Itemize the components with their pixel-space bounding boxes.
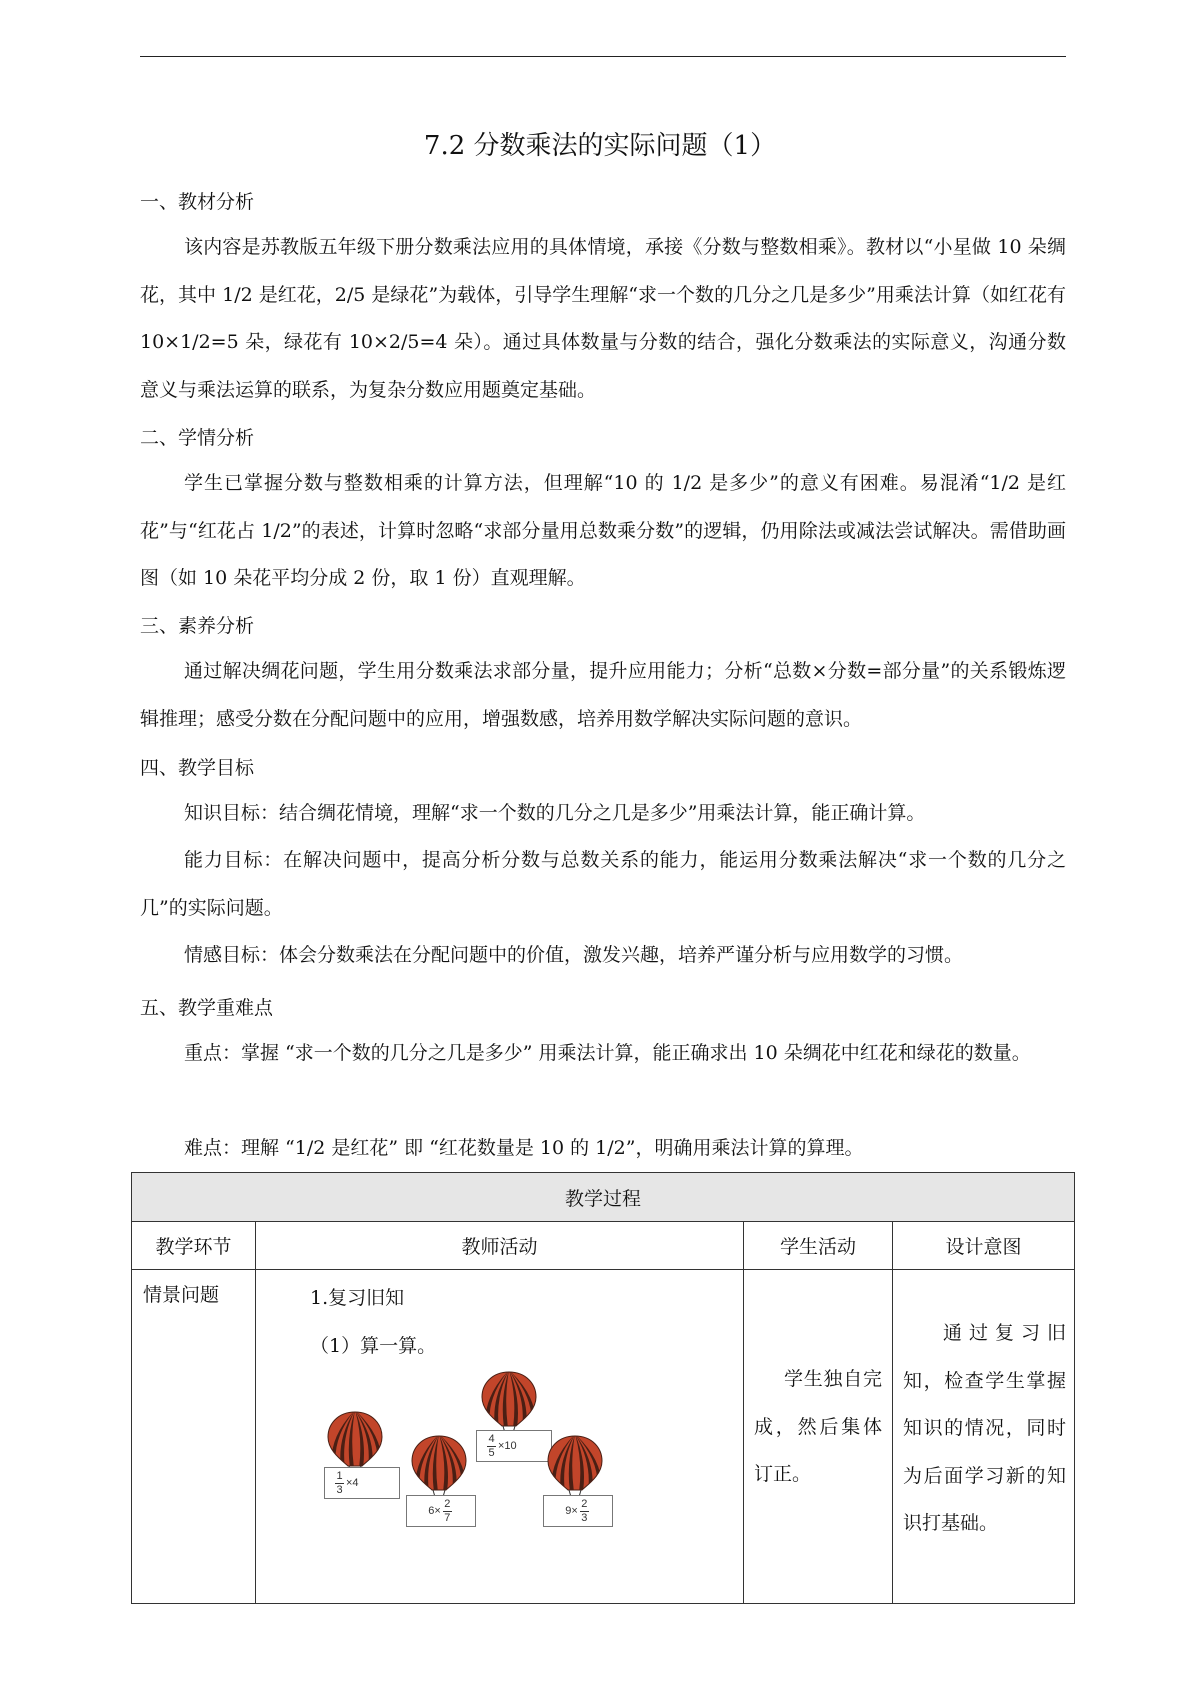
goal-ability: 能力目标：在解决问题中，提高分析分数与总数关系的能力，能运用分数乘法解决“求一个数的几分之几”的实际问题。 xyxy=(140,849,1066,919)
column-header-student: 学生活动 xyxy=(744,1222,893,1270)
section-heading-4: 四、教学目标 xyxy=(140,757,255,779)
expression-card xyxy=(543,1495,613,1527)
section-1-paragraph: 该内容是苏教版五年级下册分数乘法应用的具体情境，承接《分数与整数相乘》。教材以“小星做 10 朵绸花，其中 1/2 是红花，2/5 是绿花”为载体，引导学生理解“求一个数的几分之几是多少”用乘法计算（如红花有 10×1/2=5 朵，绿花有 10×2/5=4 朵）。通过具体数量与分数的结合，强化分数乘法的实际意义，沟通分数意义与乘法运算的联系，为复杂分数应用题奠定基础。 xyxy=(140,236,1066,401)
header-rule xyxy=(140,56,1066,57)
expression-card xyxy=(476,1430,552,1462)
design-intent-cell: 通过复习旧知，检查学生掌握知识的情况，同时为后面学习新的知识打基础。 xyxy=(893,1270,1075,1604)
denominator: 3 xyxy=(581,1511,588,1524)
section-heading-3: 三、素养分析 xyxy=(140,615,255,637)
fraction xyxy=(335,1471,344,1496)
column-header-teacher: 教师活动 xyxy=(256,1222,744,1270)
page-title: 7.2 分数乘法的实际问题（1） xyxy=(423,131,777,161)
section-heading-2: 二、学情分析 xyxy=(140,427,255,449)
expression-prefix: 6× xyxy=(428,1505,441,1517)
column-header-design: 设计意图 xyxy=(893,1222,1075,1270)
goal-knowledge: 知识目标：结合绸花情境，理解“求一个数的几分之几是多少”用乘法计算，能正确计算。 xyxy=(184,802,926,824)
column-header-phase: 教学环节 xyxy=(132,1222,256,1270)
section-3-paragraph: 通过解决绸花问题，学生用分数乘法求部分量，提升应用能力；分析“总数×分数=部分量”的关系锻炼逻辑推理；感受分数在分配问题中的应用，增强数感，培养用数学解决实际问题的意识。 xyxy=(140,660,1066,730)
key-point: 重点：掌握 “求一个数的几分之几是多少” 用乘法计算，能正确求出 10 朵绸花中红花和绿花的数量。 xyxy=(184,1042,1031,1064)
expression-prefix: 9× xyxy=(565,1505,578,1517)
fraction xyxy=(443,1499,452,1524)
table-caption: 教学过程 xyxy=(132,1173,1075,1222)
teacher-activity-cell xyxy=(256,1270,744,1604)
numerator: 2 xyxy=(581,1497,588,1510)
section-2-paragraph: 学生已掌握分数与整数相乘的计算方法，但理解“10 的 1/2 是多少”的意义有困难。易混淆“1/2 是红花”与“红花占 1/2”的表述，计算时忽略“求部分量用总数乘分数”的逻辑，仍用除法或减法尝试解决。需借助画图（如 10 朵花平均分成 2 份，取 1 份）直观理解。 xyxy=(140,472,1066,589)
teacher-line-calculate: （1）算一算。 xyxy=(310,1335,437,1357)
numerator: 1 xyxy=(336,1469,343,1482)
section-heading-5: 五、教学重难点 xyxy=(140,997,274,1019)
fraction xyxy=(487,1434,496,1459)
expression-suffix: ×4 xyxy=(346,1477,359,1489)
expression-suffix: ×10 xyxy=(498,1440,517,1452)
fraction xyxy=(580,1499,589,1524)
denominator: 7 xyxy=(444,1511,451,1524)
table-row xyxy=(132,1270,1075,1604)
denominator: 5 xyxy=(488,1446,495,1459)
expression-card xyxy=(406,1495,476,1527)
denominator: 3 xyxy=(336,1483,343,1496)
difficult-point: 难点：理解 “1/2 是红花” 即 “红花数量是 10 的 1/2”，明确用乘法计算的算理。 xyxy=(184,1137,864,1159)
numerator: 4 xyxy=(488,1432,495,1445)
teaching-process-table xyxy=(131,1172,1075,1604)
section-heading-1: 一、教材分析 xyxy=(140,191,255,213)
student-activity-cell: 学生独自完成，然后集体订正。 xyxy=(744,1270,893,1604)
phase-cell: 情景问题 xyxy=(132,1270,256,1604)
expression-card xyxy=(324,1467,400,1499)
teacher-line-review: 1.复习旧知 xyxy=(310,1287,405,1309)
numerator: 2 xyxy=(444,1497,451,1510)
goal-emotion: 情感目标：体会分数乘法在分配问题中的价值，激发兴趣，培养严谨分析与应用数学的习惯。 xyxy=(184,944,964,966)
